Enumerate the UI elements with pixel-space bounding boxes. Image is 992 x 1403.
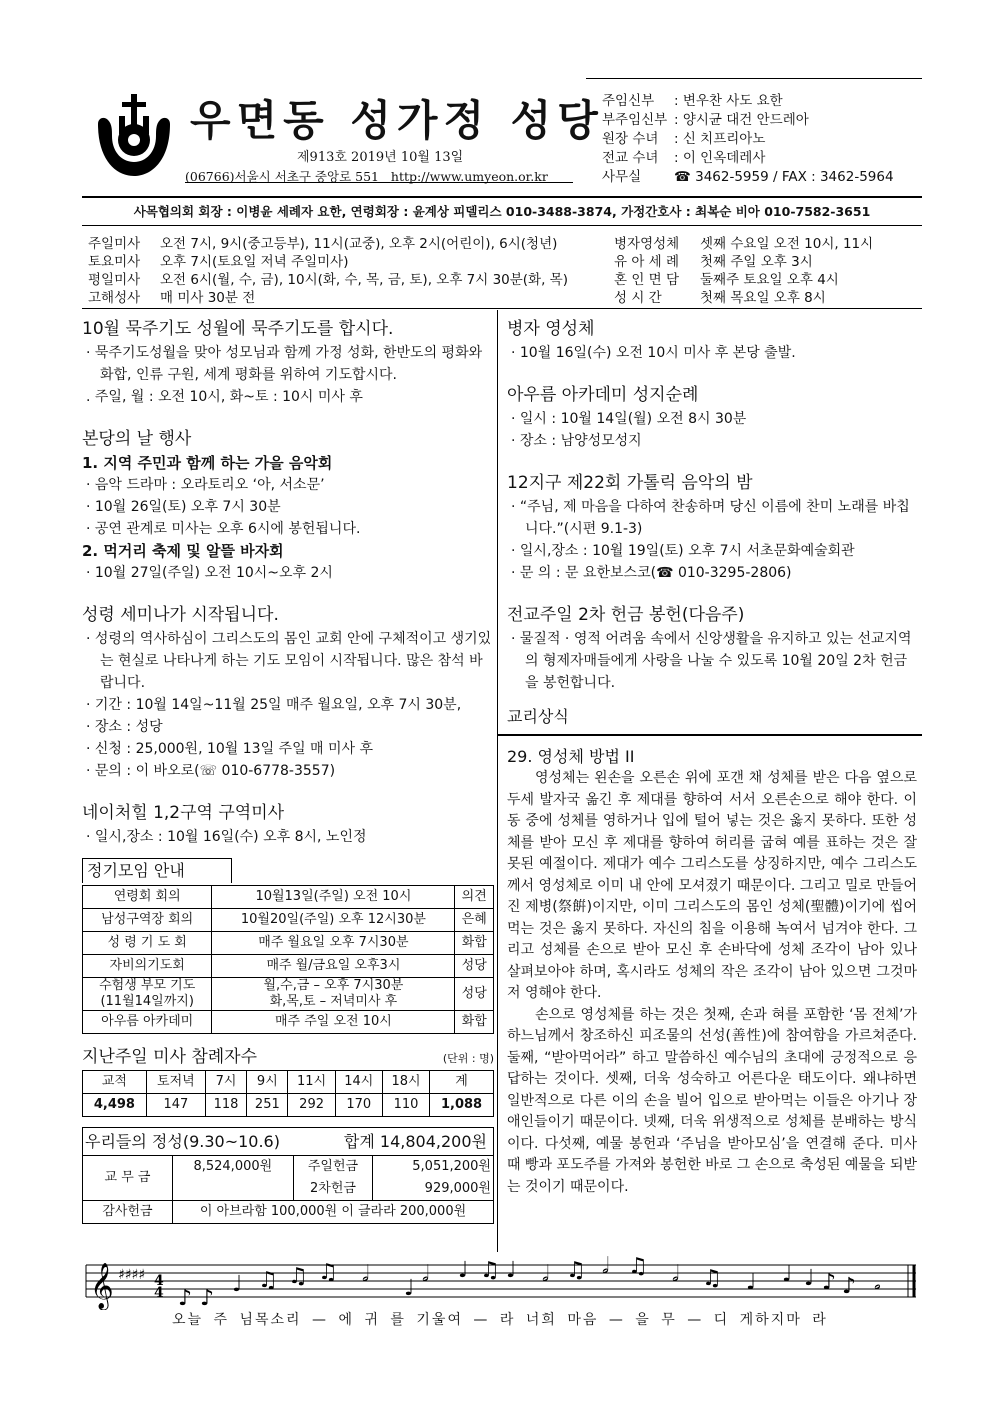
table-cell: 10월13일(주일) 오전 10시: [212, 886, 455, 909]
pilgrimage-items: [507, 408, 917, 452]
table-cell: 매주 주일 오전 10시: [212, 1011, 455, 1034]
doctrine-label: 교리상식: [507, 707, 569, 726]
doctrine-paragraph: 영성체는 왼손을 오른손 위에 포갠 채 성체를 받은 다음 옆으로 두세 발자국 옮긴 후 제대를 향하여 서서 오른손으로 해야 한다. 이동 중에 성체를 영하거나 입에 털어 넣는 것은 옳지 못하다. 또한 성체를 받아 모신 후 제대를 향하여 허리를 굽혀 예를 표하는 것은 잘못된 예절이다. 제대가 예수 그리스도를 상징하지만, 예수 그리스도께서 영성체로 이미 내 안에 모셔졌기 때문이다. 그리고 밀로 만들어진 제병(祭餠)이지만, 이미 그리스도의 몸인 성체(聖體)이기에 씹어 먹는 것은 옳지 못하다. 자신의 침을 이용해 녹여서 넘겨야 한다. 그리고 성체를 손으로 받아 모신 후 손바닥에 성체 조각이 남아 있나 살펴보아야 하며, 혹시라도 성체의 작은 조각이 남아 있으면 그것마저 영해야 한다.: [507, 770, 917, 1001]
list-item: · 기간 : 10월 14일~11월 25일 매주 월요일, 오후 7시 30분,: [86, 697, 462, 713]
staff-row: [602, 130, 894, 149]
table-row: [83, 1071, 494, 1094]
attendance-title: 지난주일 미사 참례자수: [82, 1047, 258, 1067]
list-item: · 일시,장소 : 10월 16일(수) 오후 8시, 노인정: [86, 829, 367, 845]
schedule-value: 오전 7시, 9시(중고등부), 11시(교중), 오후 2시(어린이), 6시(청년): [160, 236, 558, 252]
seminar-items: [82, 628, 492, 782]
list-item: . 주일, 월 : 오전 10시, 화~토 : 10시 미사 후: [86, 389, 363, 405]
table-row: [83, 978, 494, 1011]
table-header: 18시: [382, 1071, 429, 1094]
schedule-value: 첫째 주일 오후 3시: [700, 254, 813, 270]
schedule-value: 오전 6시(월, 수, 금), 10시(화, 수, 목, 금, 토), 오후 7시 30분(화, 목): [160, 272, 568, 288]
table-cell: 화합: [455, 932, 494, 955]
table-header: 11시: [288, 1071, 335, 1094]
issue-info: 제913호 2019년 10월 13일: [297, 150, 464, 165]
table-row: [83, 932, 494, 955]
table-row: [83, 1011, 494, 1034]
feast-items: [82, 562, 492, 584]
list-item: · 묵주기도성월을 맞아 성모님과 함께 가정 성화, 한반도의 평화와 화합, 인류 구원, 세계 평화를 위하여 기도합시다.: [86, 345, 483, 383]
schedule-label: 병자영성체: [614, 236, 680, 252]
list-item: · 10월 16일(수) 오전 10시 미사 후 본당 출발.: [511, 345, 796, 361]
staff-role: 원장 수녀: [602, 131, 659, 147]
table-cell: 매주 월/금요일 오후3시: [212, 955, 455, 978]
table-cell: 5,051,200원: [373, 1156, 494, 1179]
concert-items: [507, 496, 917, 584]
table-row: [83, 1201, 494, 1224]
staff-role: 부주임신부: [602, 112, 668, 128]
attendance-unit: (단위 : 명): [442, 1052, 494, 1065]
staff-role: 주임신부: [602, 93, 655, 109]
schedule-value: 둘째주 토요일 오후 4시: [700, 272, 839, 288]
table-cell: 292: [288, 1094, 335, 1117]
sick-items: [507, 342, 917, 364]
staff-row: [602, 149, 894, 168]
table-cell: 교 무 금: [83, 1156, 173, 1201]
mission-items: [507, 628, 917, 694]
sacrament-times: [614, 235, 873, 307]
divider: [586, 78, 922, 79]
list-item: · 신청 : 25,000원, 10월 13일 주일 매 미사 후: [86, 741, 374, 757]
hymn-score: [82, 1255, 922, 1330]
table-cell: 아우름 아카데미: [83, 1011, 212, 1034]
svg-text:♩: ♩: [782, 1262, 793, 1287]
schedule-row: [88, 253, 568, 271]
meetings-title: 정기모임 안내: [82, 858, 232, 883]
attendance-table: [82, 1070, 494, 1117]
mass-times: [88, 235, 568, 307]
table-row: [83, 909, 494, 932]
staff-name: : 변우찬 사도 요한: [674, 93, 783, 109]
svg-text:♩: ♩: [506, 1258, 517, 1283]
staff-list: [602, 92, 894, 187]
svg-text:♫: ♫: [288, 1264, 308, 1289]
schedule-value: 첫째 목요일 오후 8시: [700, 290, 826, 306]
schedule-value: 매 미사 30분 전: [160, 290, 256, 306]
rosary-items: [82, 342, 492, 408]
meetings-table: [82, 885, 494, 1034]
table-cell: 성당: [455, 955, 494, 978]
column-divider: [497, 310, 498, 1252]
table-cell: 매주 월요일 오후 7시30분: [212, 932, 455, 955]
address: (06766)서울시 서초구 중앙로 551: [185, 169, 379, 184]
svg-text:♫: ♫: [566, 1258, 586, 1283]
schedule-row: [614, 271, 873, 289]
list-item: · 일시 : 10월 14일(월) 오전 8시 30분: [511, 411, 747, 427]
offering-table: [82, 1127, 494, 1224]
table-cell: 의견: [455, 886, 494, 909]
table-cell: 성 령 기 도 회: [83, 932, 212, 955]
table-cell: 2차헌금: [293, 1178, 373, 1201]
svg-text:♯♯♯♯: ♯♯♯♯: [118, 1267, 146, 1283]
schedule-label: 고해성사: [88, 290, 141, 306]
offering-total: 합계 14,804,200원: [343, 1131, 487, 1151]
schedule-label: 성 시 간: [614, 290, 662, 306]
staff-role: 전교 수녀: [602, 150, 659, 166]
schedule-row: [614, 235, 873, 253]
svg-text:𝅗𝅥: 𝅗𝅥: [422, 1262, 429, 1287]
schedule-label: 혼 인 면 담: [614, 272, 680, 288]
feast-subtitle: 2. 먹거리 축제 및 알뜰 바자회: [82, 542, 284, 560]
schedule-row: [614, 253, 873, 271]
music-staff-icon: [82, 1255, 922, 1310]
mission-offering-title: 전교주일 2차 헌금 봉헌(다음주): [507, 605, 745, 625]
svg-text:♩: ♩: [404, 1276, 415, 1301]
schedule-row: [614, 289, 873, 307]
table-cell: 170: [335, 1094, 382, 1117]
list-item: · 장소 : 남양성모성지: [511, 433, 642, 449]
seminar-title: 성령 세미나가 시작됩니다.: [82, 605, 279, 625]
table-header: 14시: [335, 1071, 382, 1094]
table-header: 계: [430, 1071, 494, 1094]
table-cell: 251: [247, 1094, 288, 1117]
divider: [185, 182, 573, 183]
schedule-label: 토요미사: [88, 254, 141, 270]
table-cell: 8,524,000원: [173, 1156, 294, 1201]
table-cell: 147: [146, 1094, 205, 1117]
schedule-value: 오후 7시(토요일 저녁 주일미사): [160, 254, 349, 270]
svg-text:♩: ♩: [804, 1266, 815, 1291]
table-cell: 이 아브라함 100,000원 이 글라라 200,000원: [173, 1201, 494, 1224]
list-item: · 성령의 역사하심이 그리스도의 몸인 교회 안에 구체적이고 생기있는 현실로 나타나게 하는 기도 모임이 시작됩니다. 많은 참석 바랍니다.: [86, 631, 492, 691]
table-cell: 1,088: [430, 1094, 494, 1117]
left-column: [82, 316, 492, 1224]
staff-role: 사무실: [602, 169, 642, 185]
svg-text:♪: ♪: [178, 1286, 193, 1310]
svg-text:♩: ♩: [232, 1272, 243, 1297]
table-cell: 감사헌금: [83, 1201, 173, 1224]
mass-schedule: [82, 233, 922, 305]
list-item: · 물질적 · 영적 어려움 속에서 신앙생활을 유지하고 있는 선교지역의 형제자매들에게 사랑을 나눌 수 있도록 10월 20일 2차 헌금을 봉헌합니다.: [511, 631, 912, 691]
staff-name: : 신 치프리아노: [674, 131, 766, 147]
pilgrimage-title: 아우름 아카데미 성지순례: [507, 385, 699, 405]
svg-text:♩: ♩: [458, 1258, 469, 1283]
table-header: 7시: [205, 1071, 246, 1094]
concert-title: 12지구 제22회 가톨릭 음악의 밤: [507, 473, 753, 493]
table-header: 토저녁: [146, 1071, 205, 1094]
table-cell: 10월20일(주일) 오후 12시30분: [212, 909, 455, 932]
table-cell: 성당: [455, 978, 494, 1011]
svg-text:𝅗𝅥: 𝅗𝅥: [362, 1262, 369, 1287]
svg-text:♩: ♩: [746, 1270, 757, 1295]
staff-row: [602, 111, 894, 130]
list-item: · 10월 27일(주일) 오전 10시~오후 2시: [86, 565, 333, 581]
divider: [82, 308, 922, 309]
bulletin-header: [82, 78, 922, 188]
feast-subtitle: 1. 지역 주민과 함께 하는 가을 음악회: [82, 454, 333, 472]
svg-text:♪: ♪: [842, 1274, 857, 1299]
feast-title: 본당의 날 행사: [82, 429, 192, 449]
right-column: [507, 316, 917, 1198]
offering-header: [83, 1128, 494, 1156]
table-cell: 화합: [455, 1011, 494, 1034]
svg-text:𝅗𝅥: 𝅗𝅥: [602, 1255, 609, 1279]
divider: [497, 734, 922, 736]
svg-text:4: 4: [154, 1285, 164, 1301]
table-cell: 4,498: [83, 1094, 147, 1117]
table-cell: 자비의기도회: [83, 955, 212, 978]
parish-logo-icon: [90, 90, 178, 178]
feast-items: [82, 474, 492, 540]
rosary-title: 10월 묵주기도 성월에 묵주기도를 합시다.: [82, 319, 394, 339]
svg-text:♫: ♫: [258, 1268, 278, 1293]
table-cell: 주일헌금: [293, 1156, 373, 1179]
doctrine-paragraph: 손으로 영성체를 하는 것은 첫째, 손과 혀를 포함한 ‘몸 전체’가 하느님께서 창조하신 피조물의 선성(善性)에 참여함을 가르쳐준다. 둘째, “받아먹어라” 하고 말씀하신 예수님의 초대에 긍정적으로 응답하는 것이다. 셋째, 더욱 성숙하고 어른다운 태도이다. 왜냐하면 일반적으로 다른 이의 손을 빌어 입으로 받아먹는 이들은 아기나 장애인들이기 때문이다. 넷째, 더욱 위생적으로 성체를 분배하는 방식이다. 다섯째, 예물 봉헌과 ‘주님을 받아모심’을 연결해 준다. 미사 때 빵과 포도주를 가져와 봉헌한 바로 그 손으로 축성된 예물을 되받는 것이기 때문이다.: [507, 1006, 917, 1195]
svg-text:♫: ♫: [318, 1260, 338, 1285]
table-row: [83, 1156, 494, 1179]
council-contacts: 사목협의회 회장 : 이병윤 세례자 요한, 연령회장 : 윤계상 피델리스 010-3488-3874, 가정간호사 : 최복순 비아 010-7582-3651: [82, 196, 922, 226]
svg-text:♫: ♫: [702, 1266, 722, 1291]
staff-name: : 양시균 대건 안드레아: [674, 112, 809, 128]
table-cell: 월,수,금 – 오후 7시30분 화,목,토 – 저녁미사 후: [212, 978, 455, 1011]
list-item: · “주님, 제 마음을 다하여 찬송하며 당신 이름에 찬미 노래를 바칩니다.”(시편 9.1-3): [511, 499, 910, 537]
schedule-row: [88, 235, 568, 253]
table-row: [83, 886, 494, 909]
office-phone: ☎ 3462-5959 / FAX : 3462-5964: [674, 169, 894, 185]
parish-title: 우면동 성가정 성당: [190, 96, 604, 145]
website-link[interactable]: http://www.umyeon.or.kr: [390, 169, 548, 184]
table-row: [83, 1094, 494, 1117]
svg-text:♪: ♪: [200, 1286, 215, 1310]
svg-text:♪: ♪: [822, 1270, 837, 1295]
list-item: · 10월 26일(토) 오후 7시 30분: [86, 499, 281, 515]
district-items: [82, 826, 492, 848]
table-row: [83, 955, 494, 978]
hymn-lyrics: 오늘 주 님목소리 — 에 귀 를 기울여 — 라 너희 마음 — 을 무 — 디 게하지마 라: [172, 1312, 828, 1328]
list-item: · 일시,장소 : 10월 19일(토) 오후 7시 서초문화예술회관: [511, 543, 855, 559]
staff-row: [602, 168, 894, 187]
list-item: · 음악 드라마 : 오라토리오 ‘아, 서소문’: [86, 477, 325, 493]
svg-text:𝅗𝅥: 𝅗𝅥: [542, 1262, 549, 1287]
list-item: · 문 의 : 문 요한보스코(☎ 010-3295-2806): [511, 565, 792, 581]
staff-name: : 이 인옥데레사: [674, 150, 766, 166]
table-cell: 929,000원: [373, 1178, 494, 1201]
table-row: [83, 1128, 494, 1156]
table-cell: 남성구역장 회의: [83, 909, 212, 932]
svg-text:4: 4: [154, 1273, 164, 1289]
svg-text:𝄞: 𝄞: [90, 1263, 114, 1309]
table-header: 교적: [83, 1071, 147, 1094]
schedule-value: 셋째 수요일 오전 10시, 11시: [700, 236, 874, 252]
list-item: · 공연 관계로 미사는 오후 6시에 봉헌됩니다.: [86, 521, 361, 537]
sick-communion-title: 병자 영성체: [507, 319, 595, 339]
doctrine-title: 29. 영성체 방법 II: [507, 747, 635, 766]
table-cell: 은혜: [455, 909, 494, 932]
staff-row: [602, 92, 894, 111]
schedule-label: 유 아 세 례: [614, 254, 680, 270]
table-header: 9시: [247, 1071, 288, 1094]
offering-title: 우리들의 정성(9.30~10.6): [85, 1131, 280, 1151]
schedule-row: [88, 289, 568, 307]
schedule-row: [88, 271, 568, 289]
district-mass-title: 네이처힐 1,2구역 구역미사: [82, 803, 285, 823]
svg-text:𝅗𝅥: 𝅗𝅥: [672, 1262, 679, 1287]
table-cell: 연령회 회의: [83, 886, 212, 909]
table-cell: 110: [382, 1094, 429, 1117]
table-cell: 수험생 부모 기도 (11월14일까지): [83, 978, 212, 1011]
svg-text:♫: ♫: [628, 1255, 648, 1279]
list-item: · 문의 : 이 바오로(☏ 010-6778-3557): [86, 763, 336, 779]
schedule-label: 평일미사: [88, 272, 141, 288]
svg-text:♫: ♫: [480, 1258, 500, 1283]
schedule-label: 주일미사: [88, 236, 141, 252]
svg-text:𝅗: 𝅗: [874, 1270, 881, 1295]
list-item: · 장소 : 성당: [86, 719, 163, 735]
attendance-header: [82, 1044, 494, 1070]
table-cell: 118: [205, 1094, 246, 1117]
